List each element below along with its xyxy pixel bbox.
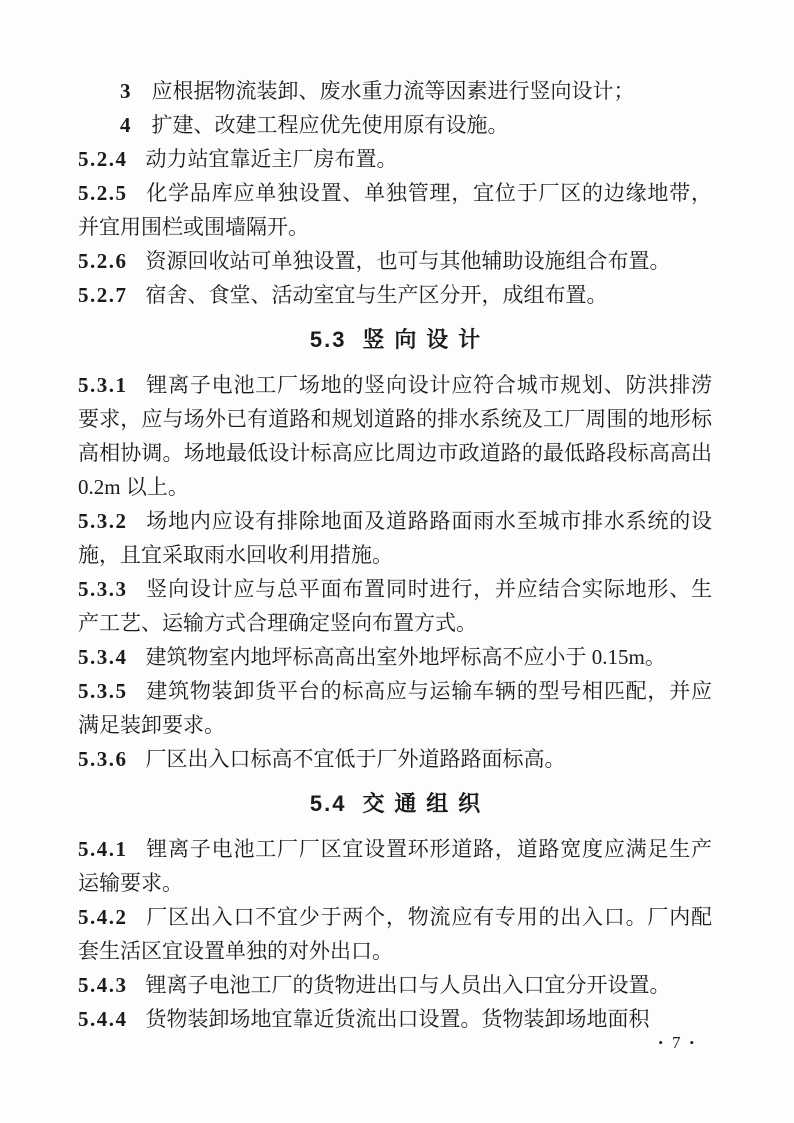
clause-number: 5.4.2 (78, 905, 128, 929)
clause-text: 锂离子电池工厂厂区宜设置环形道路，道路宽度应满足生产运输要求。 (78, 837, 712, 895)
page-number-right-dot: • (689, 1035, 694, 1050)
clause-number: 5.3.5 (78, 679, 128, 703)
clause-number: 5.4.3 (78, 973, 128, 997)
sub-item-number: 3 (120, 79, 131, 103)
section-heading-5-4 (78, 787, 712, 821)
clause-5-4-4 (78, 1002, 712, 1036)
sub-item-number: 4 (120, 113, 131, 137)
clause-5-2-4 (78, 142, 712, 176)
section-number: 5.3 (309, 327, 347, 352)
clause-5-3-5 (78, 674, 712, 742)
clause-number: 5.4.1 (78, 837, 128, 861)
clause-text: 动力站宜靠近主厂房布置。 (145, 147, 398, 171)
clause-number: 5.4.4 (78, 1007, 128, 1031)
clause-number: 5.2.4 (78, 147, 128, 171)
sub-item-text: 扩建、改建工程应优先使用原有设施。 (151, 113, 509, 137)
clause-text: 场地内应设有排除地面及道路路面雨水至城市排水系统的设施，且宜采取雨水回收利用措施。 (78, 509, 712, 567)
clause-number: 5.2.7 (78, 283, 128, 307)
clause-text: 竖向设计应与总平面布置同时进行，并应结合实际地形、生产工艺、运输方式合理确定竖向布置方式。 (78, 577, 712, 635)
clause-5-3-2 (78, 504, 712, 572)
clause-number: 5.3.3 (78, 577, 128, 601)
clause-text: 锂离子电池工厂的货物进出口与人员出入口宜分开设置。 (145, 973, 671, 997)
clause-number: 5.3.1 (78, 373, 128, 397)
clause-text: 货物装卸场地宜靠近货流出口设置。货物装卸场地面积 (145, 1007, 650, 1031)
page-number-value: 7 (671, 1033, 681, 1052)
clause-text: 建筑物装卸货平台的标高应与运输车辆的型号相匹配，并应满足装卸要求。 (78, 679, 712, 737)
clause-number: 5.3.6 (78, 747, 128, 771)
clause-text: 宿舍、食堂、活动室宜与生产区分开，成组布置。 (145, 283, 608, 307)
section-title: 竖向设计 (362, 327, 491, 352)
clause-text: 厂区出入口不宜少于两个，物流应有专用的出入口。厂内配套生活区宜设置单独的对外出口。 (78, 905, 712, 963)
section-title: 交通组织 (362, 791, 491, 816)
section-number: 5.4 (309, 791, 347, 816)
clause-number: 5.2.6 (78, 249, 128, 273)
clause-text: 资源回收站可单独设置，也可与其他辅助设施组合布置。 (145, 249, 671, 273)
sub-item-4 (78, 108, 712, 142)
clause-5-3-3 (78, 572, 712, 640)
section-heading-5-3 (78, 323, 712, 357)
clause-5-2-5 (78, 176, 712, 244)
sub-item-3 (78, 74, 712, 108)
clause-5-2-7 (78, 278, 712, 312)
page-number (658, 1032, 694, 1054)
clause-5-4-3 (78, 968, 712, 1002)
clause-number: 5.3.4 (78, 645, 128, 669)
clause-text: 建筑物室内地坪标高高出室外地坪标高不应小于 0.15m。 (145, 645, 666, 669)
page-number-left-dot: • (658, 1035, 663, 1050)
clause-5-3-1 (78, 368, 712, 504)
clause-5-2-6 (78, 244, 712, 278)
clause-text: 化学品库应单独设置、单独管理，宜位于厂区的边缘地带，并宜用围栏或围墙隔开。 (78, 181, 712, 239)
clause-text: 锂离子电池工厂场地的竖向设计应符合城市规划、防洪排涝要求，应与场外已有道路和规划道路的排水系统及工厂周围的地形标高相协调。场地最低设计标高应比周边市政道路的最低路段标高高出 0.2m 以上。 (78, 373, 712, 499)
clause-5-3-6 (78, 742, 712, 776)
clause-5-3-4 (78, 640, 712, 674)
clause-text: 厂区出入口标高不宜低于厂外道路路面标高。 (145, 747, 566, 771)
clause-5-4-2 (78, 900, 712, 968)
clause-5-4-1 (78, 832, 712, 900)
clause-number: 5.3.2 (78, 509, 128, 533)
clause-number: 5.2.5 (78, 181, 128, 205)
sub-item-text: 应根据物流装卸、废水重力流等因素进行竖向设计； (151, 79, 635, 103)
